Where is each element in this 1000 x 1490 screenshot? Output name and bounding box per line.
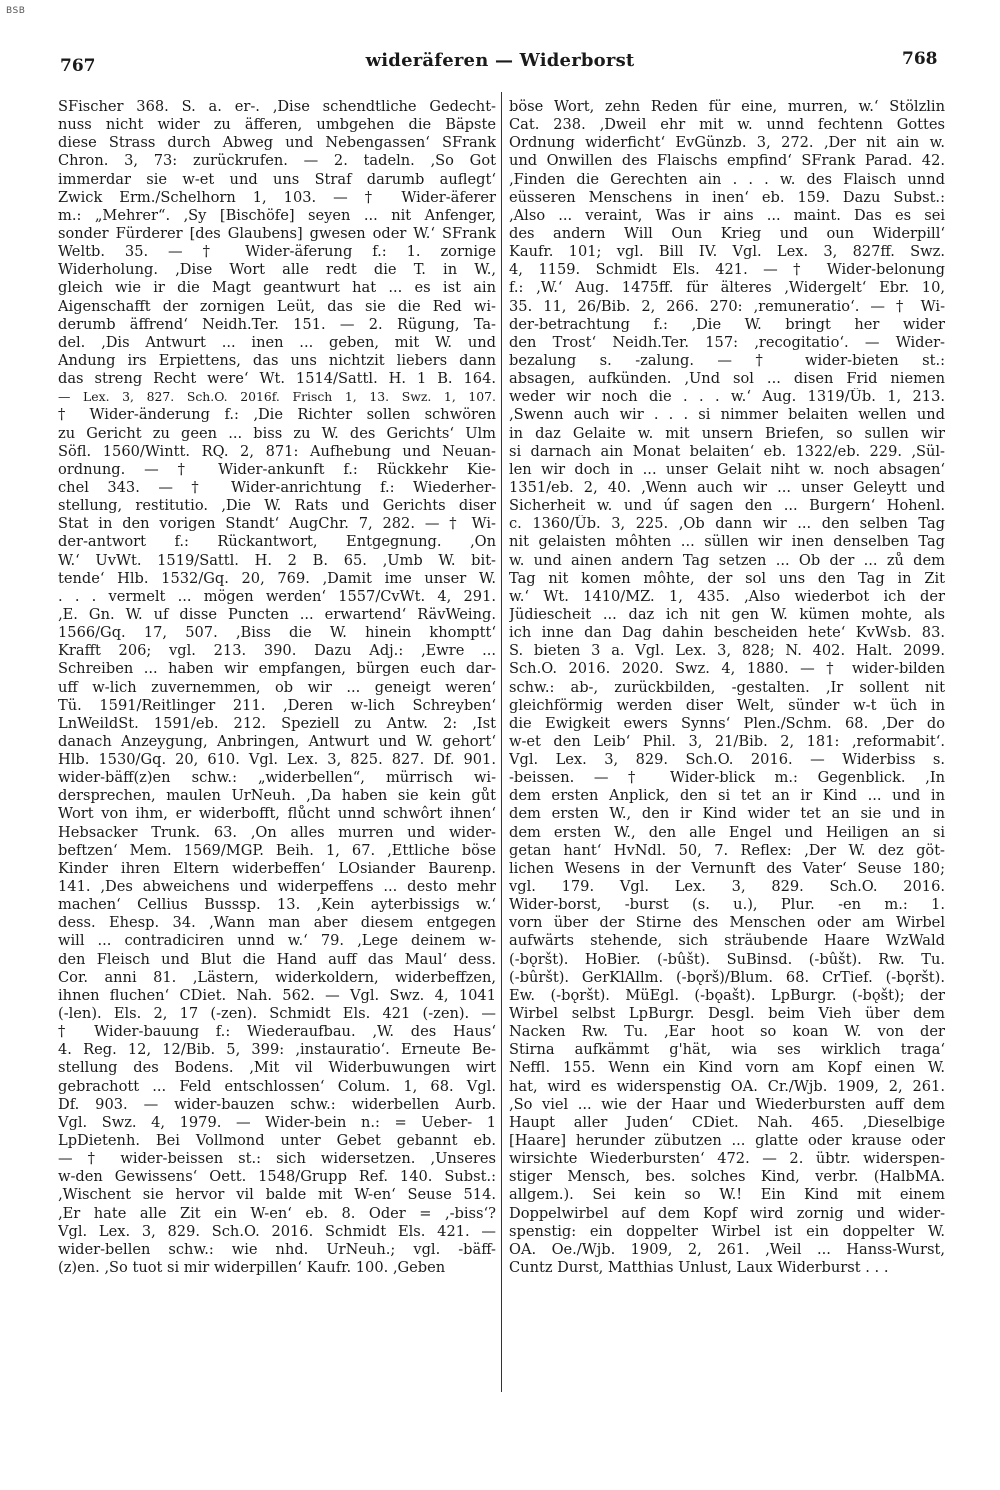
text-line: die Ewigkeit ewers Synns‘ Plen./Schm. 68. ‚Der do [509,714,945,732]
text-line: den Fleisch und Blut die Hand auff das Maul‘ dess. [58,950,496,968]
text-line: ‚Swenn auch wir . . . si nimmer belaiten wellen und [509,406,945,424]
text-line: Ordnung widerficht‘ EvGünzb. 3, 272. ‚Der nit ain w. [509,134,945,152]
text-line: Nacken Rw. Tu. ‚Ear hoot so koan W. von der [509,1023,945,1041]
text-line: Hlb. 1530/Gq. 20, 610. Vgl. Lex. 3, 825. 827. Df. 901. [58,751,496,769]
text-line: Zwick Erm./Schelhorn 1, 103. — † Wider-äferer [58,188,496,206]
text-line: beftzen‘ Mem. 1569/MGP. Beih. 1, 67. ‚Ettliche böse [58,841,496,859]
text-line: (-bǫršt). HoBier. (-bûšt). SuBinsd. (-bûšt). Rw. Tu. [509,950,945,968]
text-line: Df. 903. — wider-bauzen schw.: widerbellen Aurb. [58,1095,496,1113]
text-line: tende‘ Hlb. 1532/Gq. 20, 769. ‚Damit ime unser W. [58,569,496,587]
text-line: S. bieten 3 a. Vgl. Lex. 3, 828; N. 402. Halt. 2099. [509,642,945,660]
text-line: des andern Will Oun Krieg und oun Widerpill‘ [509,224,945,242]
text-line: † Wider-bauung f.: Wiederaufbau. ‚W. des Haus‘ [58,1023,496,1041]
text-line: Kaufr. 101; vgl. Bill IV. Vgl. Lex. 3, 827ff. Swz. [509,243,945,261]
text-line: will ... contradiciren unnd w.‘ 79. ‚Lege deinem w- [58,932,496,950]
column-divider [501,92,502,1392]
text-line: Wort von ihm, er widerbofft, flůcht unnd schwôrt ihnen‘ [58,805,496,823]
text-line: bezalung s. -zalung. — † wider-bieten st.: [509,351,945,369]
text-line: dersprechen, maulen UrNeuh. ‚Da haben sie kein gůt [58,787,496,805]
text-line: (-len). Els. 2, 17 (-zen). Schmidt Els. 421 (-zen). — [58,1005,496,1023]
text-line: stellung, restitutio. ‚Die W. Rats und Gerichts diser [58,497,496,515]
text-line: w-den Gewissens‘ Oett. 1548/Grupp Ref. 140. Subst.: [58,1168,496,1186]
text-line: ‚Er hate alle Zit ein W-en‘ eb. 8. Oder = ,-biss‘? [58,1204,496,1222]
text-line: dess. Ehesp. 34. ‚Wann man aber diesem entgegen [58,914,496,932]
text-line: gleichförmig werden diser Welt, sünder w-t üch in [509,696,945,714]
text-line: . . . vermelt ... mögen werden‘ 1557/CvWt. 4, 291. [58,587,496,605]
text-line: böse Wort, zehn Reden für eine, murren, w.‘ Stölzlin [509,98,945,115]
text-line: SFischer 368. S. a. er-. ‚Dise schendtliche Gedecht- [58,98,496,115]
text-line: Wider-borst, -burst (s. u.), Plur. -en m.: 1. [509,896,945,914]
library-stamp: BSB [6,6,26,16]
right-column [509,98,945,1277]
text-line: chel 343. — † Wider-anrichtung f.: Wiederher- [58,478,496,496]
text-line: f.: ‚W.‘ Aug. 1475ff. für älteres ‚Widergelt‘ Ebr. 10, [509,279,945,297]
text-line: (-bûršt). GerKlAllm. (-bǫrš)/Blum. 68. CrTief. (-bǫršt). [509,968,945,986]
text-line: sonder Fürderer [des Glaubens] gwesen oder W.‘ SFrank [58,224,496,242]
page-number-right: 768 [902,49,938,69]
text-line: nit gelaisten môhten ... süllen wir inen denselben Tag [509,533,945,551]
text-line: stellung des Bodens. ‚Mit vil Widerbuwungen wirt [58,1059,496,1077]
text-line: der-betrachtung f.: ‚Die W. bringt her wider [509,315,945,333]
text-line: OA. Oe./Wjb. 1909, 2, 261. ‚Weil ... Hanss-Wurst, [509,1240,945,1258]
text-line: Vgl. Lex. 3, 829. Sch.O. 2016. Schmidt Els. 421. — [58,1222,496,1240]
text-line: ‚Wischent sie hervor vil balde mit W-en‘ Seuse 514. [58,1186,496,1204]
text-line: Widerholung. ‚Dise Wort alle redt die T. in W., [58,261,496,279]
text-line: absagen, aufkünden. ‚Und sol ... disen Frid niemen [509,370,945,388]
text-line: † Wider-änderung f.: ‚Die Richter sollen schwören [58,406,496,424]
text-line: 35. 11, 26/Bib. 2, 266. 270: ‚remuneratio‘. — † Wi- [509,297,945,315]
text-line: si darnach ain Monat belaiten‘ eb. 1322/eb. 229. ‚Sül- [509,442,945,460]
text-line: Doppelwirbel auf dem Kopf wird zornig und wider- [509,1204,945,1222]
text-line: Kinder ihren Eltern widerbeffen‘ LOsiander Baurenp. [58,859,496,877]
text-line: LpDietenh. Bei Vollmond unter Gebet gebannt eb. [58,1132,496,1150]
text-line: dem ersten Anplick, den si tet an ir Kind ... und in [509,787,945,805]
text-line: aufwärts stehende, sich sträubende Haare WzWald [509,932,945,950]
text-line: W.‘ UvWt. 1519/Sattl. H. 2 B. 65. ‚Umb W. bit- [58,551,496,569]
text-line: weder wir noch die . . . w.‘ Aug. 1319/Üb. 1, 213. [509,388,945,406]
text-line: Jüdiescheit ... daz ich nit gen W. kümen mohte, als [509,605,945,623]
text-line: gleich wie ir die Magt geantwurt hat ... es ist ain [58,279,496,297]
text-line: das streng Recht were‘ Wt. 1514/Sattl. H. 1 B. 164. [58,370,496,388]
text-line: den Trost‘ Neidh.Ter. 157: ‚recogitatio‘. — Wider- [509,333,945,351]
text-line: nuss nicht wider zu äfferen, umbgehen die Bäpste [58,116,496,134]
text-line: Weltb. 35. — † Wider-äferung f.: 1. zornige [58,243,496,261]
text-line: w.‘ Wt. 1410/MZ. 1, 435. ‚Also wiederbot ich der [509,587,945,605]
text-line: -beissen. — † Wider-blick m.: Gegenblick. ‚In [509,769,945,787]
text-line: ihnen fluchen‘ CDiet. Nah. 562. — Vgl. Swz. 4, 1041 [58,986,496,1004]
text-line: (z)en. ‚So tuot si mir widerpillen‘ Kaufr. 100. ‚Geben [58,1259,446,1276]
text-line: lichen Wesens in der Vernunft des Vater‘ Seuse 180; [509,859,945,877]
text-line: Stirna aufkämmt g'hät, wia ses wirklich traga‘ [509,1041,945,1059]
text-line: ‚Also ... veraint, Was ir ains ... maint. Das es sei [509,206,945,224]
text-line: vgl. 179. Vgl. Lex. 3, 829. Sch.O. 2016. [509,878,945,896]
text-line: zu Gericht zu geen ... biss zu W. des Gerichts‘ Ulm [58,424,496,442]
text-line: wider-bäff(z)en schw.: „widerbellen“, mürrisch wi- [58,769,496,787]
text-line: in daz Gelaite w. mit unsern Briefen, so sullen wir [509,424,945,442]
text-line: del. ‚Dis Antwurt ... inen ... geben, mit W. und [58,333,496,351]
text-line: wirsichte Wiederbursten‘ 472. — 2. übtr. widerspen- [509,1150,945,1168]
text-line: derumb äffrend‘ Neidh.Ter. 151. — 2. Rügung, Ta- [58,315,496,333]
text-line: hat, wird es widerspenstig OA. Cr./Wjb. 1909, 2, 261. [509,1077,945,1095]
text-line: Neffl. 155. Wenn ein Kind vorn am Kopf einen W. [509,1059,945,1077]
text-line: Vgl. Swz. 4, 1979. — Wider-bein n.: = Ueber- 1 [58,1113,496,1131]
text-line: allgem.). Sei kein so W.! Ein Kind mit einem [509,1186,945,1204]
text-line: ‚Finden die Gerechten ain . . . w. des Flaisch unnd [509,170,945,188]
text-line: w. und ainen andern Tag setzen ... Ob der ... zů dem [509,551,945,569]
text-line: Tag nit komen môhte, der sol uns den Tag in Zit [509,569,945,587]
text-line: Cuntz Durst, Matthias Unlust, Laux Widerburst . . . [509,1259,889,1276]
text-line: Sch.O. 2016. 2020. Swz. 4, 1880. — † wider-bilden [509,660,945,678]
text-line: Aigenschafft der zornigen Leüt, das sie die Red wi- [58,297,496,315]
text-line: [Haare] herunder zübutzen ... glatte oder krause oder [509,1132,945,1150]
text-line: der-antwort f.: Rückantwort, Entgegnung. ‚On [58,533,496,551]
text-line: getan hant‘ HvNdl. 50, 7. Reflex: ‚Der W. dez göt- [509,841,945,859]
text-line: immerdar sie w-et und uns Straf darumb auflegt‘ [58,170,496,188]
text-line: ‚So viel ... wie der Haar und Wiederbursten auff dem [509,1095,945,1113]
text-line: gebrachott ... Feld entschlossen‘ Colum. 1, 68. Vgl. [58,1077,496,1095]
text-line: m.: „Mehrer“. ‚Sy [Bischöfe] seyen ... nit Anfenger, [58,206,496,224]
text-line: und Onwillen des Flaischs empfind‘ SFrank Parad. 42. [509,152,945,170]
text-line: 4. Reg. 12, 12/Bib. 5, 399: ‚instauratio‘. Erneute Be- [58,1041,496,1059]
text-line: c. 1360/Üb. 3, 225. ‚Ob dann wir ... den selben Tag [509,515,945,533]
left-column [58,98,496,1277]
text-line: LnWeildSt. 1591/eb. 212. Speziell zu Antw. 2: ‚Ist [58,714,496,732]
running-header: wideräferen — Widerborst [365,50,635,71]
text-line: ‚E. Gn. W. uf disse Puncten ... erwartend‘ RävWeing. [58,605,496,623]
text-line: len wir doch in ... unser Gelait niht w. noch absagen‘ [509,460,945,478]
text-line: Chron. 3, 73: zurückrufen. — 2. tadeln. ‚So Got [58,152,496,170]
text-line: ich inne dan Dag dahin bescheiden hete‘ KvWsb. 83. [509,624,945,642]
text-line: Wirbel selbst LpBurgr. Desgl. beim Vieh über dem [509,1005,945,1023]
text-line: Schreiben ... haben wir empfangen, bürgen euch dar- [58,660,496,678]
text-line: spenstig: ein doppelter Wirbel ist ein doppelter W. [509,1222,945,1240]
text-line: Cor. anni 81. ‚Lästern, widerkoldern, widerbeffzen, [58,968,496,986]
text-line: Andung irs Erpiettens, das uns nichtzit liebers dann [58,351,496,369]
text-line: w-et den Leib‘ Phil. 3, 21/Bib. 2, 181: ‚reformabit‘. [509,732,945,750]
text-line: schw.: ab-, zurückbilden, -gestalten. ‚Ir sollent nit [509,678,945,696]
text-line: Sicherheit w. und úf sagen den ... Burgern‘ Hohenl. [509,497,945,515]
text-line: 4, 1159. Schmidt Els. 421. — † Wider-belonung [509,261,945,279]
text-line: Ew. (-bǫršt). MüEgl. (-bǫašt). LpBurgr. (-bǫšt); der [509,986,945,1004]
text-line: Tü. 1591/Reitlinger 211. ‚Deren w-lich Schreyben‘ [58,696,496,714]
text-line: Cat. 238. ‚Dweil ehr mit w. unnd fechtenn Gottes [509,116,945,134]
text-line: — Lex. 3, 827. Sch.O. 2016f. Frisch 1, 13. Swz. 1, 107. [58,389,496,405]
text-line: Vgl. Lex. 3, 829. Sch.O. 2016. — Widerbiss s. [509,751,945,769]
text-line: Söfl. 1560/Wintt. RQ. 2, 871: Aufhebung und Neuan- [58,442,496,460]
text-line: eüsseren Menschens in inen‘ eb. 159. Dazu Subst.: [509,188,945,206]
text-line: ordnung. — † Wider-ankunft f.: Rückkehr Kie- [58,460,496,478]
text-line: stiger Mensch, bes. solches Kind, verbr. (HalbMA. [509,1168,945,1186]
text-line: wider-bellen schw.: wie nhd. UrNeuh.; vgl. -bäff- [58,1240,496,1258]
text-line: machen‘ Cellius Busssp. 13. ‚Kein ayterbissigs w.‘ [58,896,496,914]
text-line: 1351/eb. 2, 40. ‚Wenn auch wir ... unser Geleytt und [509,478,945,496]
text-line: vorn über der Stirne des Menschen oder am Wirbel [509,914,945,932]
text-line: dem ersten W., den ir Kind wider tet an sie und in [509,805,945,823]
text-line: 141. ‚Des abweichens und widerpeffens ... desto mehr [58,878,496,896]
text-line: Hebsacker Trunk. 63. ‚On alles murren und wider- [58,823,496,841]
text-line: Krafft 206; vgl. 213. 390. Dazu Adj.: ‚Ewre ... [58,642,496,660]
text-line: diese Strass durch Abweg und Nebengassen‘ SFrank [58,134,496,152]
page-number-left: 767 [60,56,96,76]
text-line: danach Anzeygung, Anbringen, Antwurt und W. gehort‘ [58,732,496,750]
text-line: dem ersten W., den alle Engel und Heiligen an si [509,823,945,841]
text-line: 1566/Gq. 17, 507. ‚Biss die W. hinein khomptt‘ [58,624,496,642]
text-line: — † wider-beissen st.: sich widersetzen. ‚Unseres [58,1150,496,1168]
text-line: uff w-lich zuvernemmen, ob wir ... geneigt weren‘ [58,678,496,696]
text-line: Stat in den vorigen Standt‘ AugChr. 7, 282. — † Wi- [58,515,496,533]
text-line: Haupt aller Juden‘ CDiet. Nah. 465. ‚Dieselbige [509,1113,945,1131]
